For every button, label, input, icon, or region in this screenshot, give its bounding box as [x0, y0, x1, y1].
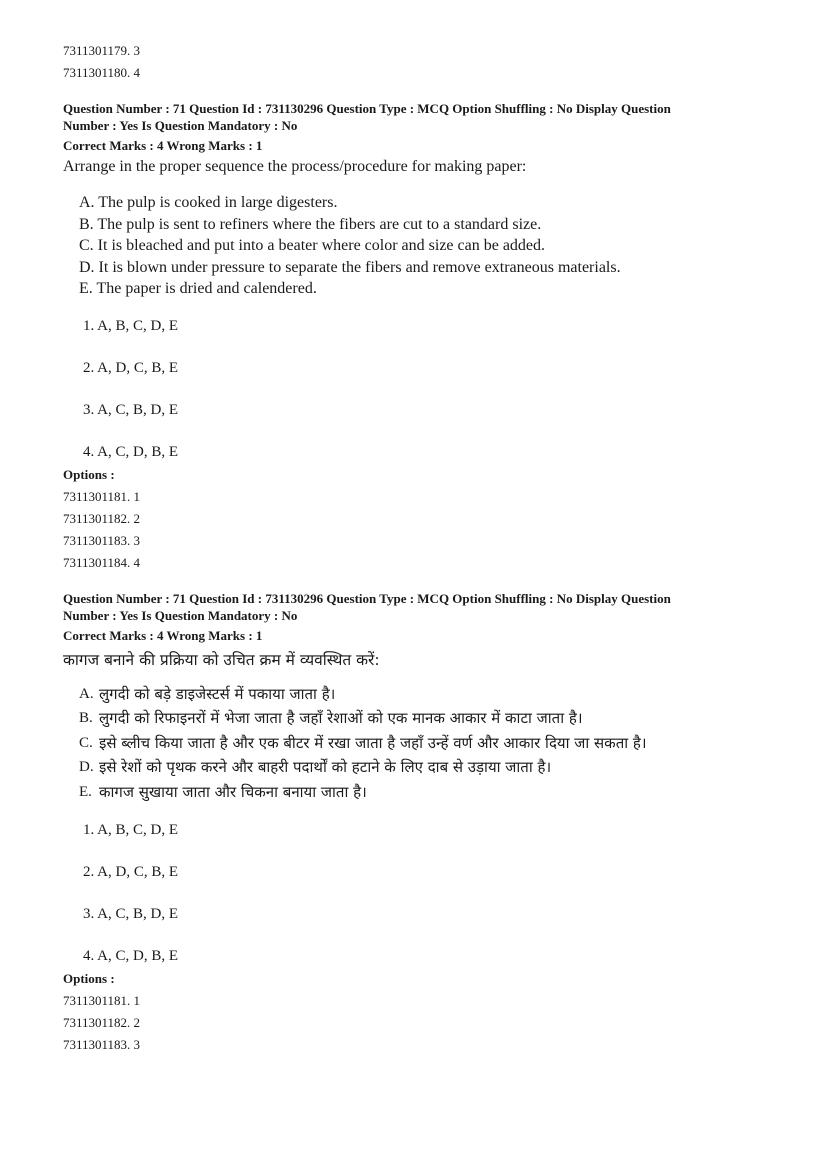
statement-item	[79, 706, 783, 731]
question-prompt: कागज बनाने की प्रक्रिया को उचित क्रम में व्यवस्थित करें:	[63, 650, 380, 669]
statement-item	[79, 731, 783, 756]
option-id: 7311301183. 3	[63, 1037, 141, 1052]
statement-item: D. It is blown under pressure to separate the fibers and remove extraneous materials.	[79, 258, 621, 276]
option-id: 7311301182. 2	[63, 1015, 141, 1030]
option-id: 7311301181. 1	[63, 488, 141, 504]
statement-item: C. It is bleached and put into a beater where color and size can be added.	[79, 237, 546, 254]
answer-choices	[83, 316, 783, 464]
option-id: 7311301179. 3	[63, 43, 141, 58]
option-id: 7311301182. 2	[63, 510, 141, 526]
statement-item	[79, 755, 783, 780]
question-prompt: Arrange in the proper sequence the process/procedure for making paper:	[63, 158, 527, 175]
options-label: Options :	[63, 466, 115, 482]
question-header: Question Number : 71 Question Id : 731130296 Question Type : MCQ Option Shuffling : No Display Question	[63, 101, 671, 116]
statement-item: E. The paper is dried and calendered.	[79, 280, 317, 297]
statement-list	[79, 192, 783, 300]
question-header: Question Number : 71 Question Id : 731130296 Question Type : MCQ Option Shuffling : No Display Question	[63, 590, 671, 606]
statement-key: C.	[79, 734, 93, 751]
answer-choice: 1. A, B, C, D, E	[83, 317, 179, 334]
statement-key: E.	[79, 783, 92, 800]
statement-item	[79, 682, 783, 707]
option-id: 7311301184. 4	[63, 554, 141, 570]
statement-text: इसे रेशों को पृथक करने और बाहरी पदार्थों को हटाने के लिए दाब से उड़ाया जाता है।	[99, 758, 552, 776]
statement-text: लुगदी को रिफाइनरों में भेजा जाता है जहाँ रेशाओं को एक मानक आकार में काटा जाता है।	[99, 709, 583, 727]
question-marks: Correct Marks : 4 Wrong Marks : 1	[63, 138, 263, 153]
statement-text: लुगदी को बड़े डाइजेस्टर्स में पकाया जाता है।	[99, 684, 336, 703]
answer-choice: 2. A, D, C, B, E	[83, 864, 179, 880]
option-id: 7311301183. 3	[63, 532, 141, 548]
question-marks: Correct Marks : 4 Wrong Marks : 1	[63, 627, 263, 643]
statement-list	[79, 682, 783, 805]
options-list	[63, 990, 783, 1056]
statement-key: B.	[79, 710, 93, 726]
document-page	[63, 40, 783, 1056]
question-block-english	[63, 100, 783, 574]
answer-choice: 1. A, B, C, D, E	[83, 822, 179, 838]
options-label: Options :	[63, 971, 115, 986]
option-id: 7311301181. 1	[63, 993, 141, 1008]
answer-choice: 4. A, C, D, B, E	[83, 443, 179, 460]
prev-options-list	[63, 40, 783, 84]
question-header: Number : Yes Is Question Mandatory : No	[63, 118, 298, 133]
answer-choice: 4. A, C, D, B, E	[83, 948, 179, 964]
answer-choice: 3. A, C, B, D, E	[83, 401, 179, 418]
statement-item	[79, 780, 783, 805]
options-list	[63, 486, 783, 574]
question-block-hindi	[63, 590, 783, 1057]
statement-text: इसे ब्लीच किया जाता है और एक बीटर में रखा जाता है जहाँ उन्हें वर्ण और आकार दिया जा सकता है।	[99, 733, 647, 752]
statement-key: D.	[79, 759, 94, 775]
question-header: Number : Yes Is Question Mandatory : No	[63, 607, 298, 623]
statement-key: A.	[79, 685, 94, 702]
answer-choice: 3. A, C, B, D, E	[83, 906, 179, 922]
statement-item: B. The pulp is sent to refiners where the fibers are cut to a standard size.	[79, 215, 542, 233]
statement-item: A. The pulp is cooked in large digesters.	[79, 194, 338, 211]
statement-text: कागज सुखाया जाता और चिकना बनाया जाता है।	[99, 782, 367, 801]
option-id: 7311301180. 4	[63, 65, 141, 80]
answer-choices	[83, 820, 783, 968]
answer-choice: 2. A, D, C, B, E	[83, 359, 179, 376]
